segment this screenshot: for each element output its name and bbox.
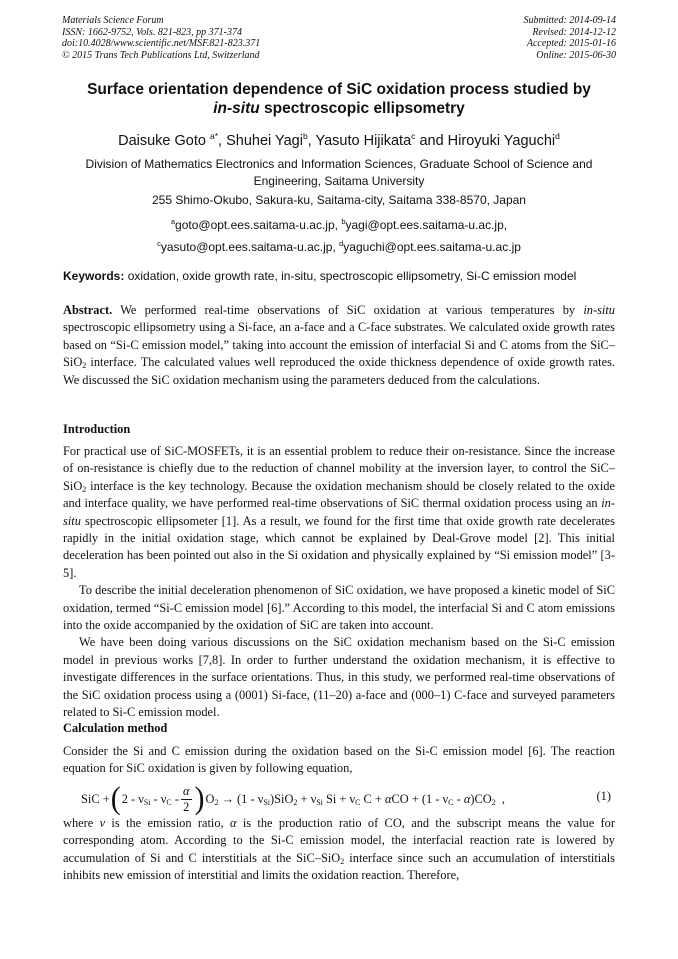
email-b-mark: b: [341, 217, 346, 226]
date-online: Online: 2015-06-30: [536, 49, 616, 61]
intro-paragraph-1: [63, 443, 615, 582]
author-1-mark: a*: [210, 131, 219, 141]
date-revised: Revised: 2014-12-12: [532, 26, 616, 38]
intro-p1-italic: in-situ: [63, 496, 615, 528]
abstract-label: Abstract.: [63, 303, 113, 317]
email-a-mark: a: [170, 217, 176, 226]
email-d[interactable]: yaguchi@opt.ees.saitama-u.ac.jp: [343, 240, 521, 254]
affiliation-line-1: Division of Mathematics Electronics and Information Sciences, Graduate School of Science and: [85, 157, 593, 171]
journal-issn: ISSN: 1662-9752, Vols. 821-823, pp 371-374: [62, 26, 242, 38]
alpha-fraction: $\frac{\alpha}{2}$: [183, 783, 190, 814]
equation-number: (1): [596, 789, 611, 803]
journal-name: Materials Science Forum: [62, 15, 164, 26]
keywords: [63, 269, 623, 283]
title-rest: spectroscopic ellipsometry: [259, 100, 465, 117]
affiliation: [50, 156, 628, 190]
email-line-1: [50, 213, 628, 234]
intro-p1-text-c: spectroscopic ellipsometer [1]. As a result, we found for the first time that oxide growth rate decelerates rapidly in the initial oxidation stage, which cannot be explained by Deal-Grove model [2]. This initial deceleration has been pointed out also in the Si oxidation and physically explained by “Si emission model” [3-5].: [63, 513, 615, 580]
intro-p1-text-a: For practical use of SiC-MOSFETs, it is an essential problem to reduce their on-resistance. Since the increase of on-resistance is chiefly due to the reduction of channel mobility at the inversion layer, to control the SiC–SiO: [63, 444, 615, 493]
keywords-label: Keywords:: [63, 269, 125, 283]
abstract: [63, 302, 615, 389]
affiliation-line-2: Engineering, Saitama University: [253, 174, 425, 188]
calc-text-b: is the emission ratio,: [105, 816, 230, 830]
equation-body: SiC + ( $2 - \nu_{Si} - \nu_C$ - $\frac{\alpha}{2}$ ) $O_2 \to (1 - \nu_{Si})SiO_2 + \nu_{Si}$ $Si + \nu_C$ $C + \alpha CO + (1 - \nu_C - \alpha)CO_2$ ,: [81, 781, 505, 816]
email-c[interactable]: yasuto@opt.ees.saitama-u.ac.jp,: [160, 240, 336, 254]
author-3-mark: c: [411, 131, 416, 141]
equation-1: [63, 780, 615, 818]
intro-p1-sub: 2: [82, 484, 87, 494]
author-2-mark: b: [302, 131, 308, 141]
author-2: Shuhei Yagi: [226, 132, 303, 149]
email-c-mark: c: [157, 239, 161, 248]
journal-doi: doi:10.4028/www.scientific.net/MSF.821-823.371: [62, 38, 261, 49]
author-3: Yasuto Hijikata: [315, 132, 412, 149]
title-italic: in-situ: [213, 100, 260, 117]
journal-info: [62, 15, 260, 61]
email-b[interactable]: yagi@opt.ees.saitama-u.ac.jp,: [345, 218, 508, 232]
intro-paragraph-2: To describe the initial deceleration phenomenon of SiC oxidation, we have proposed a kinetic model of SiC oxidation, termed “Si-C emission model [6].” According to this model, the interfacial Si and C atom emissions into the oxide accompanied by the oxidation of SiC are taken into account.: [63, 583, 615, 633]
author-4: Hiroyuki Yaguchi: [447, 132, 556, 149]
abstract-text-2: spectroscopic ellipsometry using a Si-face, an a-face and a C-face substrates. We calculated oxide growth rates based on “Si-C emission model,” taking into account the emission of interfacial Si and C atoms from the SiC–SiO: [63, 320, 615, 370]
intro-p1-text-b: interface is the key technology. Because the oxidation mechanism should be closely related to the oxide and interface quality, we have performed real-time observations of SiC thermal oxidation process using an: [63, 478, 615, 511]
paper-title: [40, 80, 638, 118]
author-list: Daisuke Goto $^{a*}$, Shuhei Yagi$^b$, Yasuto Hijikata$^c$ and Hiroyuki Yaguchi$^d$: [118, 131, 560, 149]
date-submitted: Submitted: 2014-09-14: [523, 15, 616, 26]
keywords-text: oxidation, oxide growth rate, in-situ, spectroscopic ellipsometry, Si-C emission model: [124, 269, 577, 283]
calculation-heading: Calculation method: [63, 721, 168, 735]
abstract-subscript: 2: [82, 361, 87, 371]
abstract-text-1: We performed real-time observations of SiC oxidation at various temperatures by: [112, 303, 584, 317]
calculation-intro: Consider the Si and C emission during the oxidation based on the Si-C emission model [6]. The reaction equation for SiC oxidation is given by following equation,: [63, 744, 615, 776]
introduction-heading: Introduction: [63, 422, 131, 436]
email-a[interactable]: goto@opt.ees.saitama-u.ac.jp,: [175, 218, 338, 232]
journal-copyright: © 2015 Trans Tech Publications Ltd, Switzerland: [62, 49, 260, 61]
calc-text-c: is the production ratio of CO, and the subscript means the value for corresponding atom. According to the Si-C emission model, the interfacial reaction rate is lowered by accumulation of Si and C interstitials at the SiC–SiO: [63, 816, 615, 865]
calc-subscript: 2: [340, 856, 345, 866]
email-d-mark: d: [339, 239, 344, 248]
calc-v-symbol: v: [99, 816, 106, 830]
address: 255 Shimo-Okubo, Sakura-ku, Saitama-city, Saitama 338-8570, Japan: [152, 193, 526, 207]
author-and: and: [419, 132, 444, 149]
calc-text-d: interface since such an accumulation of interstitials inhibits new emission of interstitial and limits the oxidation reaction. Therefore,: [63, 850, 615, 883]
date-accepted: Accepted: 2015-01-16: [526, 38, 616, 49]
title-line-2: [40, 99, 638, 118]
intro-paragraph-3: We have been doing various discussions on the SiC oxidation mechanism based on the Si-C emission model in previous works [7,8]. In order to further understand the oxidation mechanism, it is effective to investigate differences in the surface orientations. Thus, in this study, we performed real-time observations of the SiC oxidation process using a (0001) Si-face, (11–20) a-face and (000–1) C-face and surveyed parameters related to Si-C emission model.: [63, 635, 615, 720]
email-line-2: [50, 235, 628, 256]
abstract-italic: in-situ: [583, 303, 615, 317]
calc-text-a: where: [63, 816, 100, 830]
calculation-body: [63, 815, 615, 885]
introduction-body: [63, 443, 615, 722]
publication-dates: [524, 15, 617, 61]
author-1: Daisuke Goto: [118, 132, 206, 149]
author-4-mark: d: [555, 131, 560, 141]
title-line-1: Surface orientation dependence of SiC oxidation process studied by: [87, 81, 591, 98]
abstract-text-3: interface. The calculated values well reproduced the oxide thickness dependence of oxide growth rates. We discussed the SiC oxidation mechanism using the parameters deduced from the calculations.: [63, 355, 615, 387]
calc-alpha-symbol: α: [229, 816, 237, 830]
